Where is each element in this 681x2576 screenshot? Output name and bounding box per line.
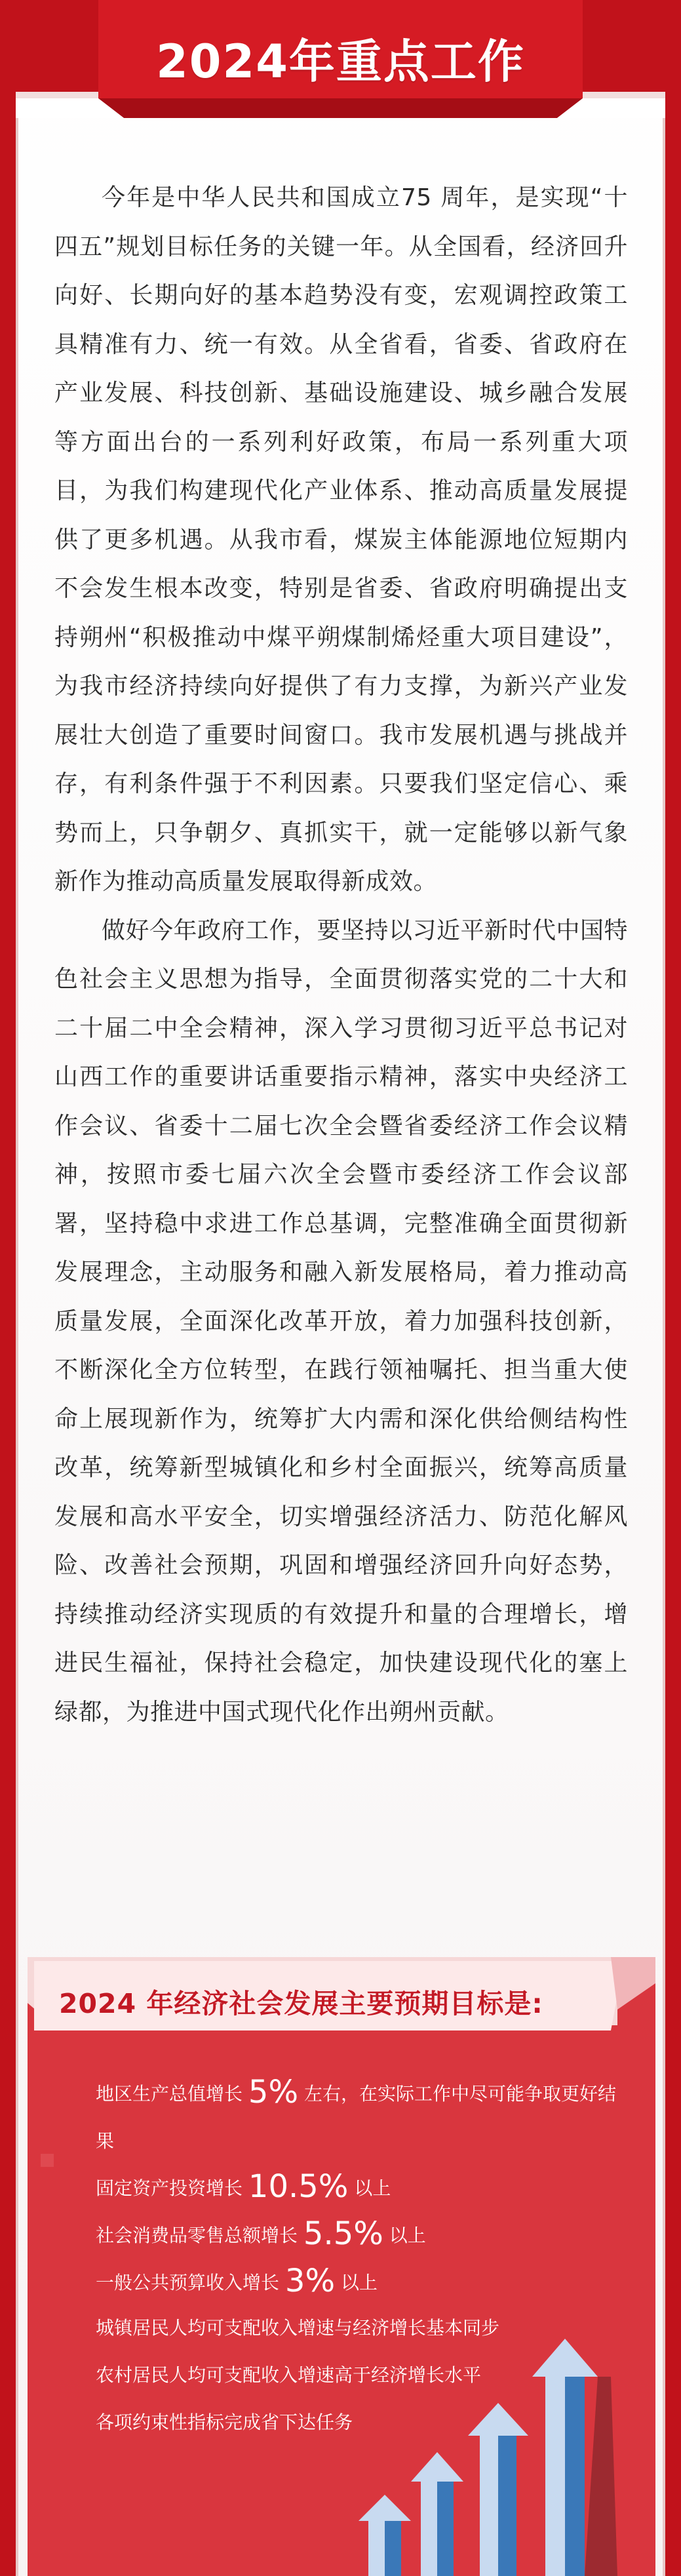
paragraph-1: 今年是中华人民共和国成立75 周年，是实现“十四五”规划目标任务的关键一年。从全国看，经济回升向好、长期向好的基本趋势没有变，宏观调控政策工具精准有力、统一有效。从全省看，省委、省政府在产业发展、科技创新、基础设施建设、城乡融合发展等方面出台的一系列利好政策，布局一系列重大项目，为我们构建现代化产业体系、推动高质量发展提供了更多机遇。从我市看，煤炭主体能源地位短期内不会发生根本改变，特别是省委、省政府明确提出支持朔州“积极推动中煤平朔煤制烯烃重大项目建设”，为我市经济持续向好提供了有力支撑，为新兴产业发展壮大创造了重要时间窗口。我市发展机遇与挑战并存，有利条件强于不利因素。只要我们坚定信心、乘势而上，只争朝夕、真抓实干，就一定能够以新气象新作为推动高质量发展取得新成效。 [54,184,628,895]
left-inner-border [16,92,18,2576]
goal-budget [96,2257,633,2305]
goal-investment-note: 以上 [354,2177,391,2199]
goal-budget-note: 以上 [340,2272,378,2293]
goal-gdp-note: 左右，在实际工作中尽可能争取更好结果 [96,2083,616,2152]
right-border [665,0,681,2576]
goal-retail-note: 以上 [389,2225,426,2246]
goal-urban-income: 城镇居民人均可支配收入增速与经济增长基本同步 [96,2317,500,2339]
goal-rural-income: 农村居民人均可支配收入增速高于经济增长水平 [96,2364,482,2386]
title-banner [0,0,681,125]
page-title: 2024年重点工作 [156,35,525,89]
goal-retail-label: 社会消费品零售总额增长 [96,2225,298,2246]
goals-panel [28,1957,655,2576]
goals-heading: 2024 年经济社会发展主要预期目标是: [59,1988,543,2019]
goal-investment-value: 10.5% [248,2168,349,2205]
right-inner-border [663,92,665,2576]
goal-gdp [96,2069,633,2163]
left-border [0,0,16,2576]
goal-budget-label: 一般公共预算收入增长 [96,2272,280,2293]
goals-list [96,2069,633,2446]
goal-investment [96,2163,633,2210]
paragraph-2: 做好今年政府工作，要坚持以习近平新时代中国特色社会主义思想为指导，全面贯彻落实党的二十大和二十届二中全会精神，深入学习贯彻习近平总书记对山西工作的重要讲话重要指示精神，落实中央经济工作会议、省委十二届七次全会暨省委经济工作会议精神，按照市委七届六次全会暨市委经济工作会议部署，坚持稳中求进工作总基调，完整准确全面贯彻新发展理念，主动服务和融入新发展格局，着力推动高质量发展，全面深化改革开放，着力加强科技创新，不断深化全方位转型，在践行领袖嘱托、担当重大使命上展现新作为，统筹扩大内需和深化供给侧结构性改革，统筹新型城镇化和乡村全面振兴，统筹高质量发展和高水平安全，切实增强经济活力、防范化解风险、改善社会预期，巩固和增强经济回升向好态势，持续推动经济实现质的有效提升和量的合理增长，增进民生福祉，保持社会稳定，加快建设现代化的塞上绿都，为推进中国式现代化作出朔州贡献。 [54,917,629,1726]
goal-binding-indicators: 各项约束性指标完成省下达任务 [96,2411,353,2433]
article-body [54,174,628,1737]
goal-gdp-label: 地区生产总值增长 [96,2083,243,2105]
goal-gdp-value: 5% [248,2074,299,2110]
goal-retail [96,2210,633,2257]
goal-investment-label: 固定资产投资增长 [96,2177,243,2199]
goal-retail-value: 5.5% [303,2215,383,2252]
goal-budget-value: 3% [284,2263,336,2299]
